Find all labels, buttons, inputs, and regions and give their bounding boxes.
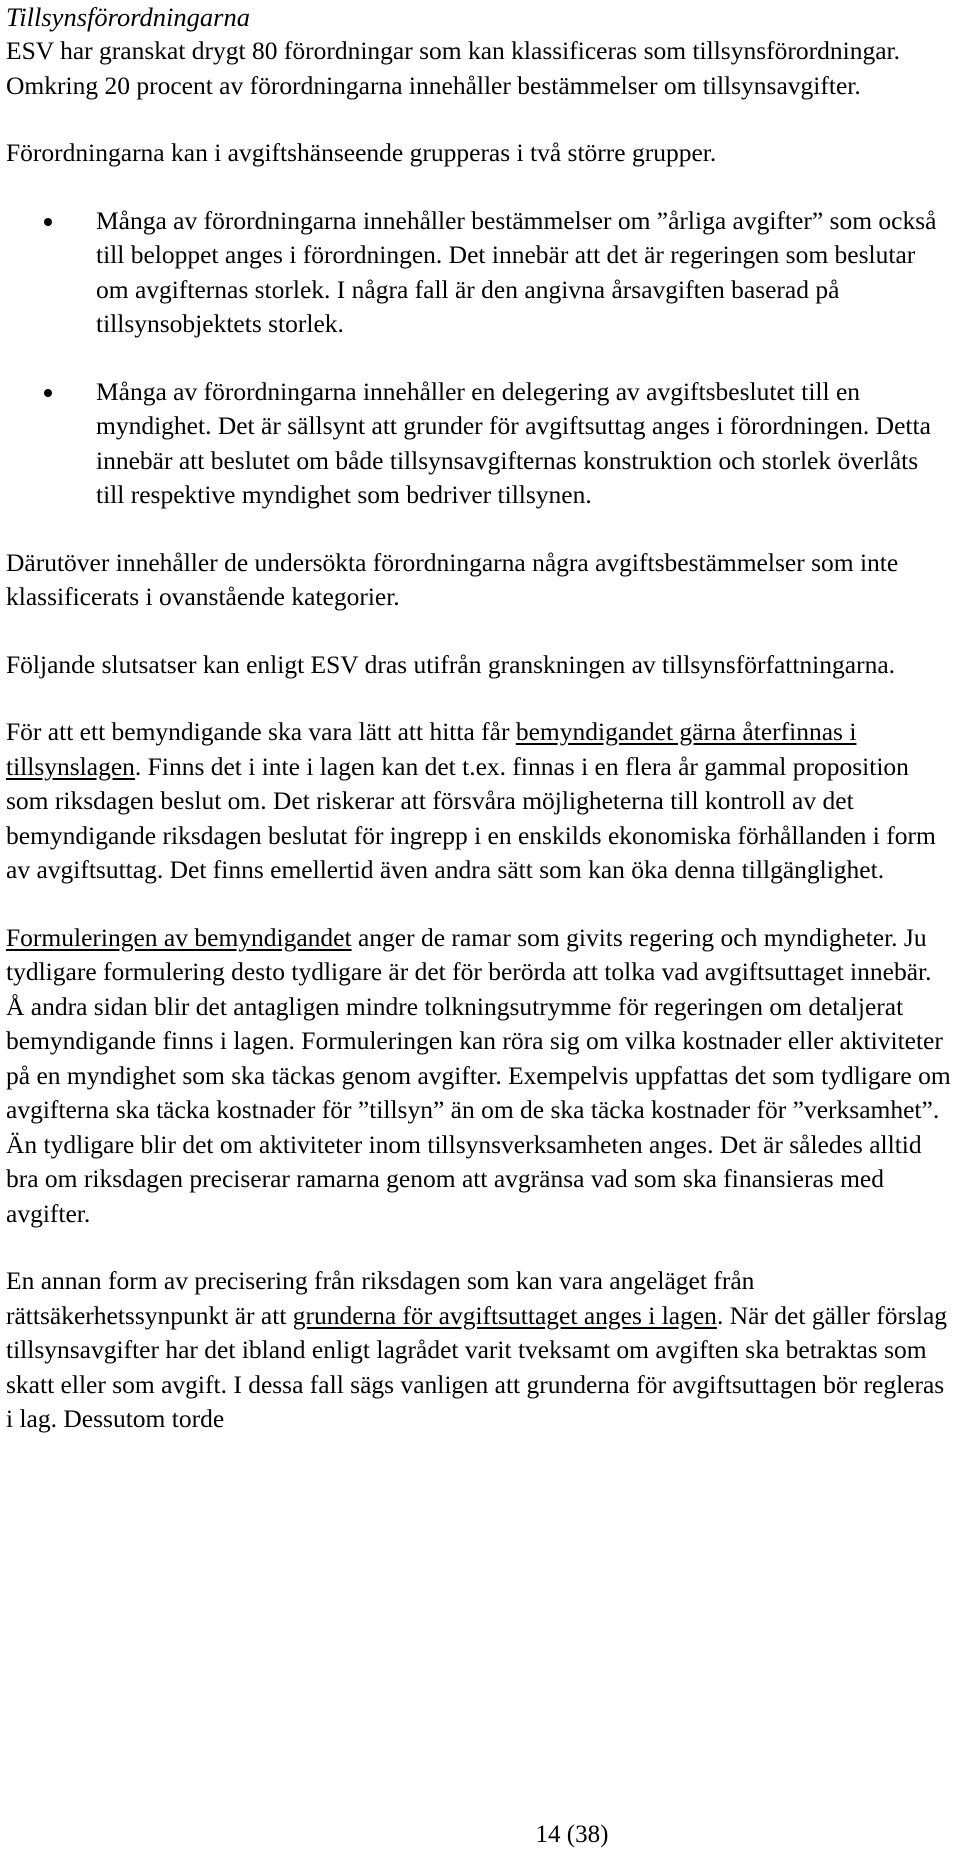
underlined-text: grunderna för avgiftsuttaget anges i lagen	[292, 1300, 717, 1330]
paragraph-precisering	[6, 1264, 954, 1437]
underlined-text: bemyndigandet gärna återfinnas i tillsynslagen	[6, 717, 857, 781]
paragraph-text: För att ett bemyndigande ska vara lätt att hitta får	[6, 717, 516, 746]
list-item	[6, 375, 954, 513]
paragraph-additional: Därutöver innehåller de undersökta förordningarna några avgiftsbestämmelser som inte klassificerats i ovanstående kategorier.	[6, 547, 899, 611]
paragraph-groups: Förordningarna kan i avgiftshänseende grupperas i två större grupper.	[6, 138, 717, 167]
paragraph-bemyndigande	[6, 715, 954, 888]
document-page	[6, 0, 954, 1437]
paragraph-formulering	[6, 921, 954, 1232]
underlined-text: Formuleringen av bemyndigandet	[6, 922, 352, 952]
paragraph-text: . När det gäller förslag tillsynsavgifter har det ibland enligt lagrådet varit tveksamt om avgiften ska betraktas som skatt eller som avgift. I dessa fall sägs vanligen att grunderna för avgiftsuttagen bör regleras i lag. Dessutom torde	[6, 1300, 948, 1433]
paragraph-text: . Finns det i inte i lagen kan det t.ex. finnas i en flera år gammal proposition som riksdagen beslut om. Det riskerar att försvåra möjligheterna till kontroll av det bemyndigande riksdagen beslutat för ingrepp i en enskilds ekonomiska förhållanden i form av avgiftsuttag. Det finns emellertid även andra sätt som kan öka denna tillgänglighet.	[6, 751, 936, 884]
paragraph-text: anger de ramar som givits regering och myndigheter. Ju tydligare formulering desto tydligare är det för berörda att tolka vad avgiftsuttaget innebär. Å andra sidan blir det antagligen mindre tolkningsutrymme för regeringen om detaljerat bemyndigande finns i lagen. Formuleringen kan röra sig om vilka kostnader eller aktiviteter på en myndighet som ska täckas genom avgifter. Exempelvis uppfattas det som tydligare om avgifterna ska täcka kostnader för ”tillsyn” än om de ska täcka kostnader för ”verksamhet”. Än tydligare blir det om aktiviteter inom tillsynsverksamheten anges. Det är således alltid bra om riksdagen preciserar ramarna genom att avgränsa vad som ska finansieras med avgifter.	[6, 922, 951, 1228]
bullet-list	[6, 204, 954, 513]
paragraph-text: En annan form av precisering från riksdagen som kan vara angeläget från rättsäkerhetssynpunkt är att	[6, 1266, 755, 1330]
paragraph-intro: ESV har granskat drygt 80 förordningar som kan klassificeras som tillsynsförordningar. Omkring 20 procent av förordningarna innehåller bestämmelser om tillsynsavgifter.	[6, 36, 900, 100]
list-item-text: Många av förordningarna innehåller en delegering av avgiftsbeslutet till en myndighet. Det är sällsynt att grunder för avgiftsuttag anges i förordningen. Detta innebär att beslutet om både tillsynsavgifternas konstruktion och storlek överlåts till respektive myndighet som bedriver tillsynen.	[96, 376, 931, 509]
page-number: 14 (38)	[535, 1821, 609, 1848]
bullet-dot-icon	[44, 218, 52, 226]
list-item	[6, 204, 954, 342]
bullet-dot-icon	[44, 389, 52, 397]
paragraph-conclusions: Följande slutsatser kan enligt ESV dras utifrån granskningen av tillsynsförfattningarna.	[6, 649, 896, 679]
list-item-text: Många av förordningarna innehåller bestämmelser om ”årliga avgifter” som också till beloppet anges i förordningen. Det innebär att det är regeringen som beslutar om avgifternas storlek. I några fall är den angivna årsavgiften baserad på tillsynsobjektets storlek.	[96, 205, 937, 338]
section-heading: Tillsynsförordningarna	[6, 2, 250, 32]
